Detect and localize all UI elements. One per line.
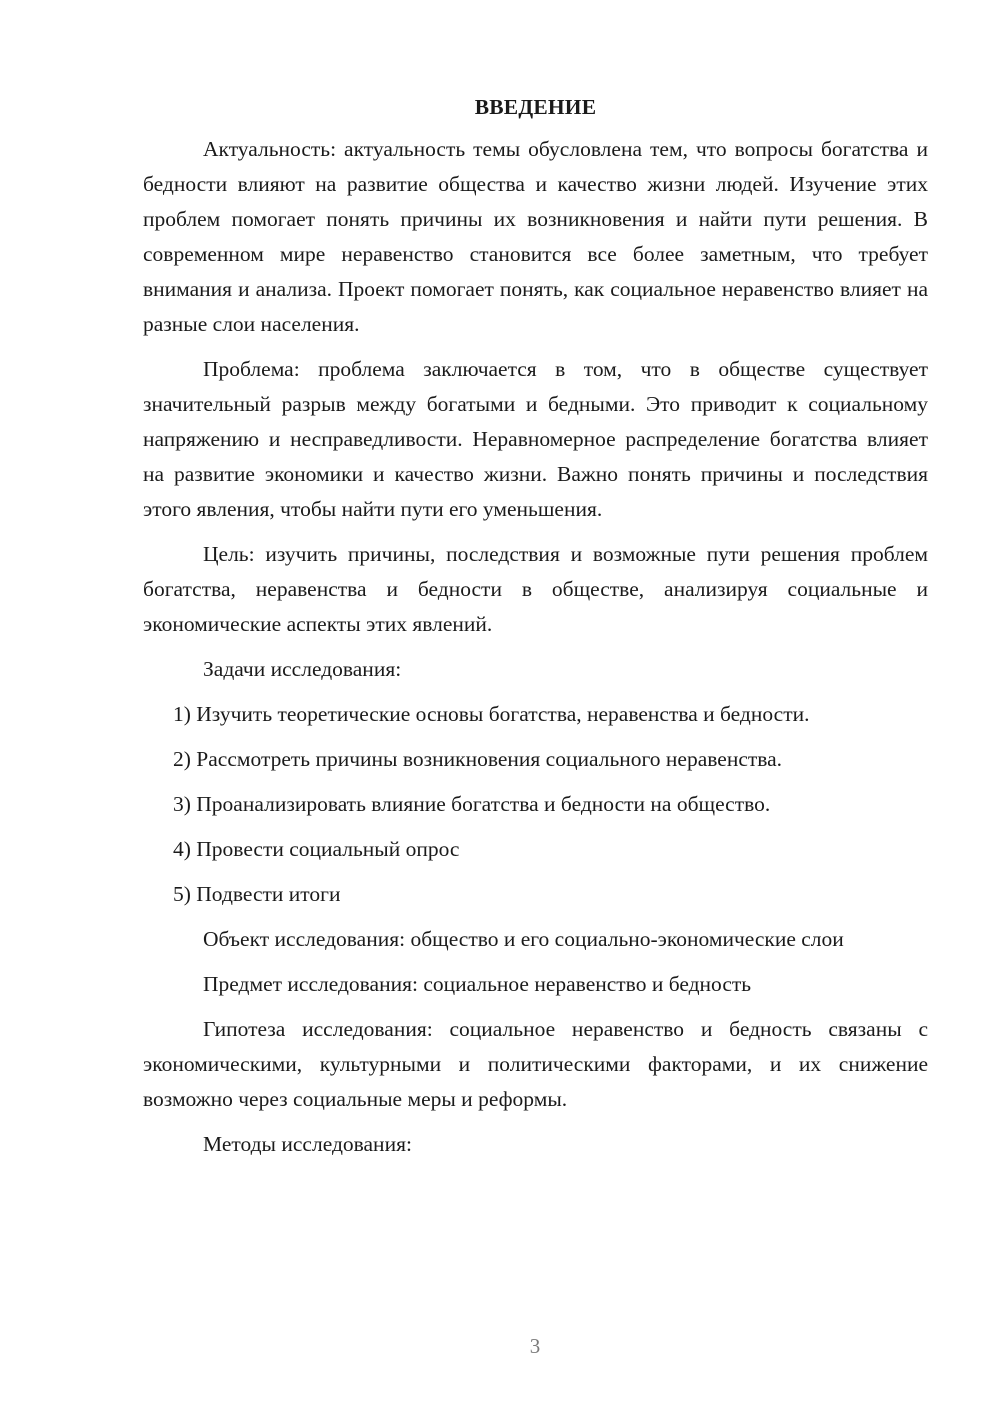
methods-title: Методы исследования:: [203, 1132, 412, 1156]
tasks-title: Задачи исследования:: [203, 657, 402, 681]
page-number: 3: [529, 1334, 541, 1358]
page-title: ВВЕДЕНИЕ: [474, 95, 597, 119]
list-item: 3) Проанализировать влияние богатства и бедности на общество.: [173, 792, 771, 816]
list-item: 4) Провести социальный опрос: [173, 837, 460, 861]
subject-paragraph: Предмет исследования: социальное неравенство и бедность: [203, 972, 752, 996]
list-item: 5) Подвести итоги: [173, 882, 341, 906]
document-page: [143, 90, 928, 1172]
list-item: 1) Изучить теоретические основы богатства, неравенства и бедности.: [173, 702, 810, 726]
relevance-paragraph: Актуальность: актуальность темы обусловлена тем, что вопросы богатства и бедности влияют на развитие общества и качество жизни людей. Изучение этих проблем помогает понять причины их возникновения и найти пути решения. В современном мире неравенство становится все более заметным, что требует внимания и анализа. Проект помогает понять, как социальное неравенство влияет на разные слои населения.: [143, 137, 928, 336]
hypothesis-paragraph: Гипотеза исследования: социальное неравенство и бедность связаны с экономическими, культурными и политическими факторами, и их снижение возможно через социальные меры и реформы.: [143, 1017, 928, 1111]
object-paragraph: Объект исследования: общество и его социально-экономические слои: [203, 927, 844, 951]
list-item: 2) Рассмотреть причины возникновения социального неравенства.: [173, 747, 783, 771]
goal-paragraph: Цель: изучить причины, последствия и возможные пути решения проблем богатства, неравенства и бедности в обществе, анализируя социальные и экономические аспекты этих явлений.: [143, 542, 928, 636]
problem-paragraph: Проблема: проблема заключается в том, что в обществе существует значительный разрыв между богатыми и бедными. Это приводит к социальному напряжению и несправедливости. Неравномерное распределение богатства влияет на развитие экономики и качество жизни. Важно понять причины и последствия этого явления, чтобы найти пути его уменьшения.: [143, 357, 928, 521]
